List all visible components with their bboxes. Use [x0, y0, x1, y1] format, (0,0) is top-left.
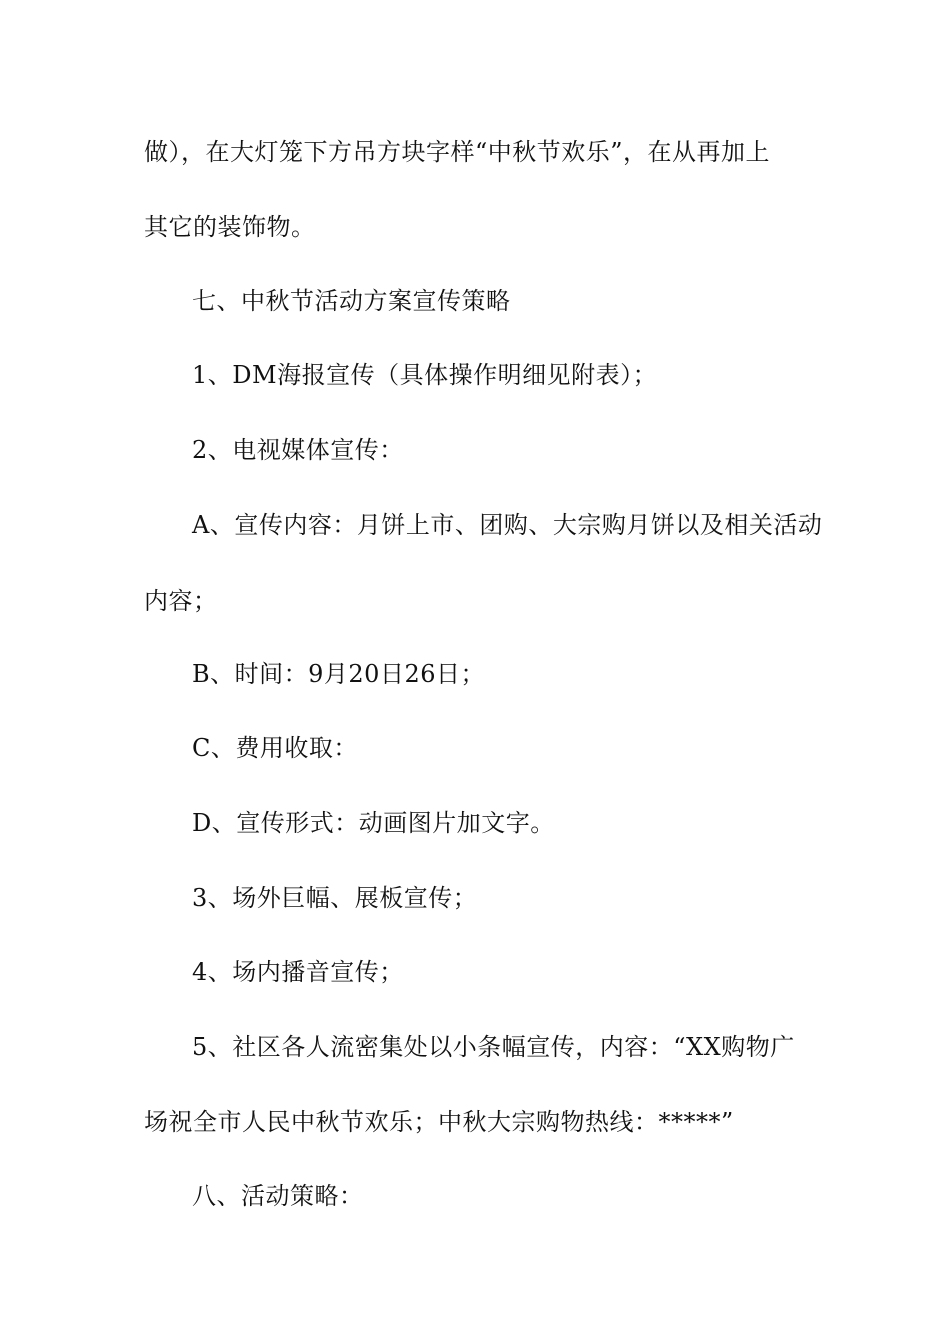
sub-item-b: B、时间：9月20日26日； [192, 660, 485, 688]
section-heading-8: 八、活动策略： [192, 1182, 364, 1210]
section-heading-7: 七、中秋节活动方案宣传策略 [192, 287, 511, 315]
paragraph-line: 场祝全市人民中秋节欢乐；中秋大宗购物热线：*****” [144, 1108, 734, 1136]
paragraph-line: 其它的装饰物。 [144, 213, 316, 241]
list-item-5: 5、社区各人流密集处以小条幅宣传，内容：“XX购物广 [192, 1033, 795, 1061]
sub-item-c: C、费用收取： [192, 734, 358, 762]
paragraph-line: 做），在大灯笼下方吊方块字样“中秋节欢乐”，在从再加上 [144, 138, 771, 166]
paragraph-line: 内容； [144, 587, 218, 615]
list-item-1: 1、DM海报宣传（具体操作明细见附表）； [192, 361, 658, 389]
list-item-4: 4、场内播音宣传； [192, 958, 404, 986]
list-item-3: 3、场外巨幅、展板宣传； [192, 884, 478, 912]
sub-item-a: A、宣传内容：月饼上市、团购、大宗购月饼以及相关活动 [192, 511, 823, 539]
sub-item-d: D、宣传形式：动画图片加文字。 [192, 809, 555, 837]
list-item-2: 2、电视媒体宣传： [192, 436, 404, 464]
